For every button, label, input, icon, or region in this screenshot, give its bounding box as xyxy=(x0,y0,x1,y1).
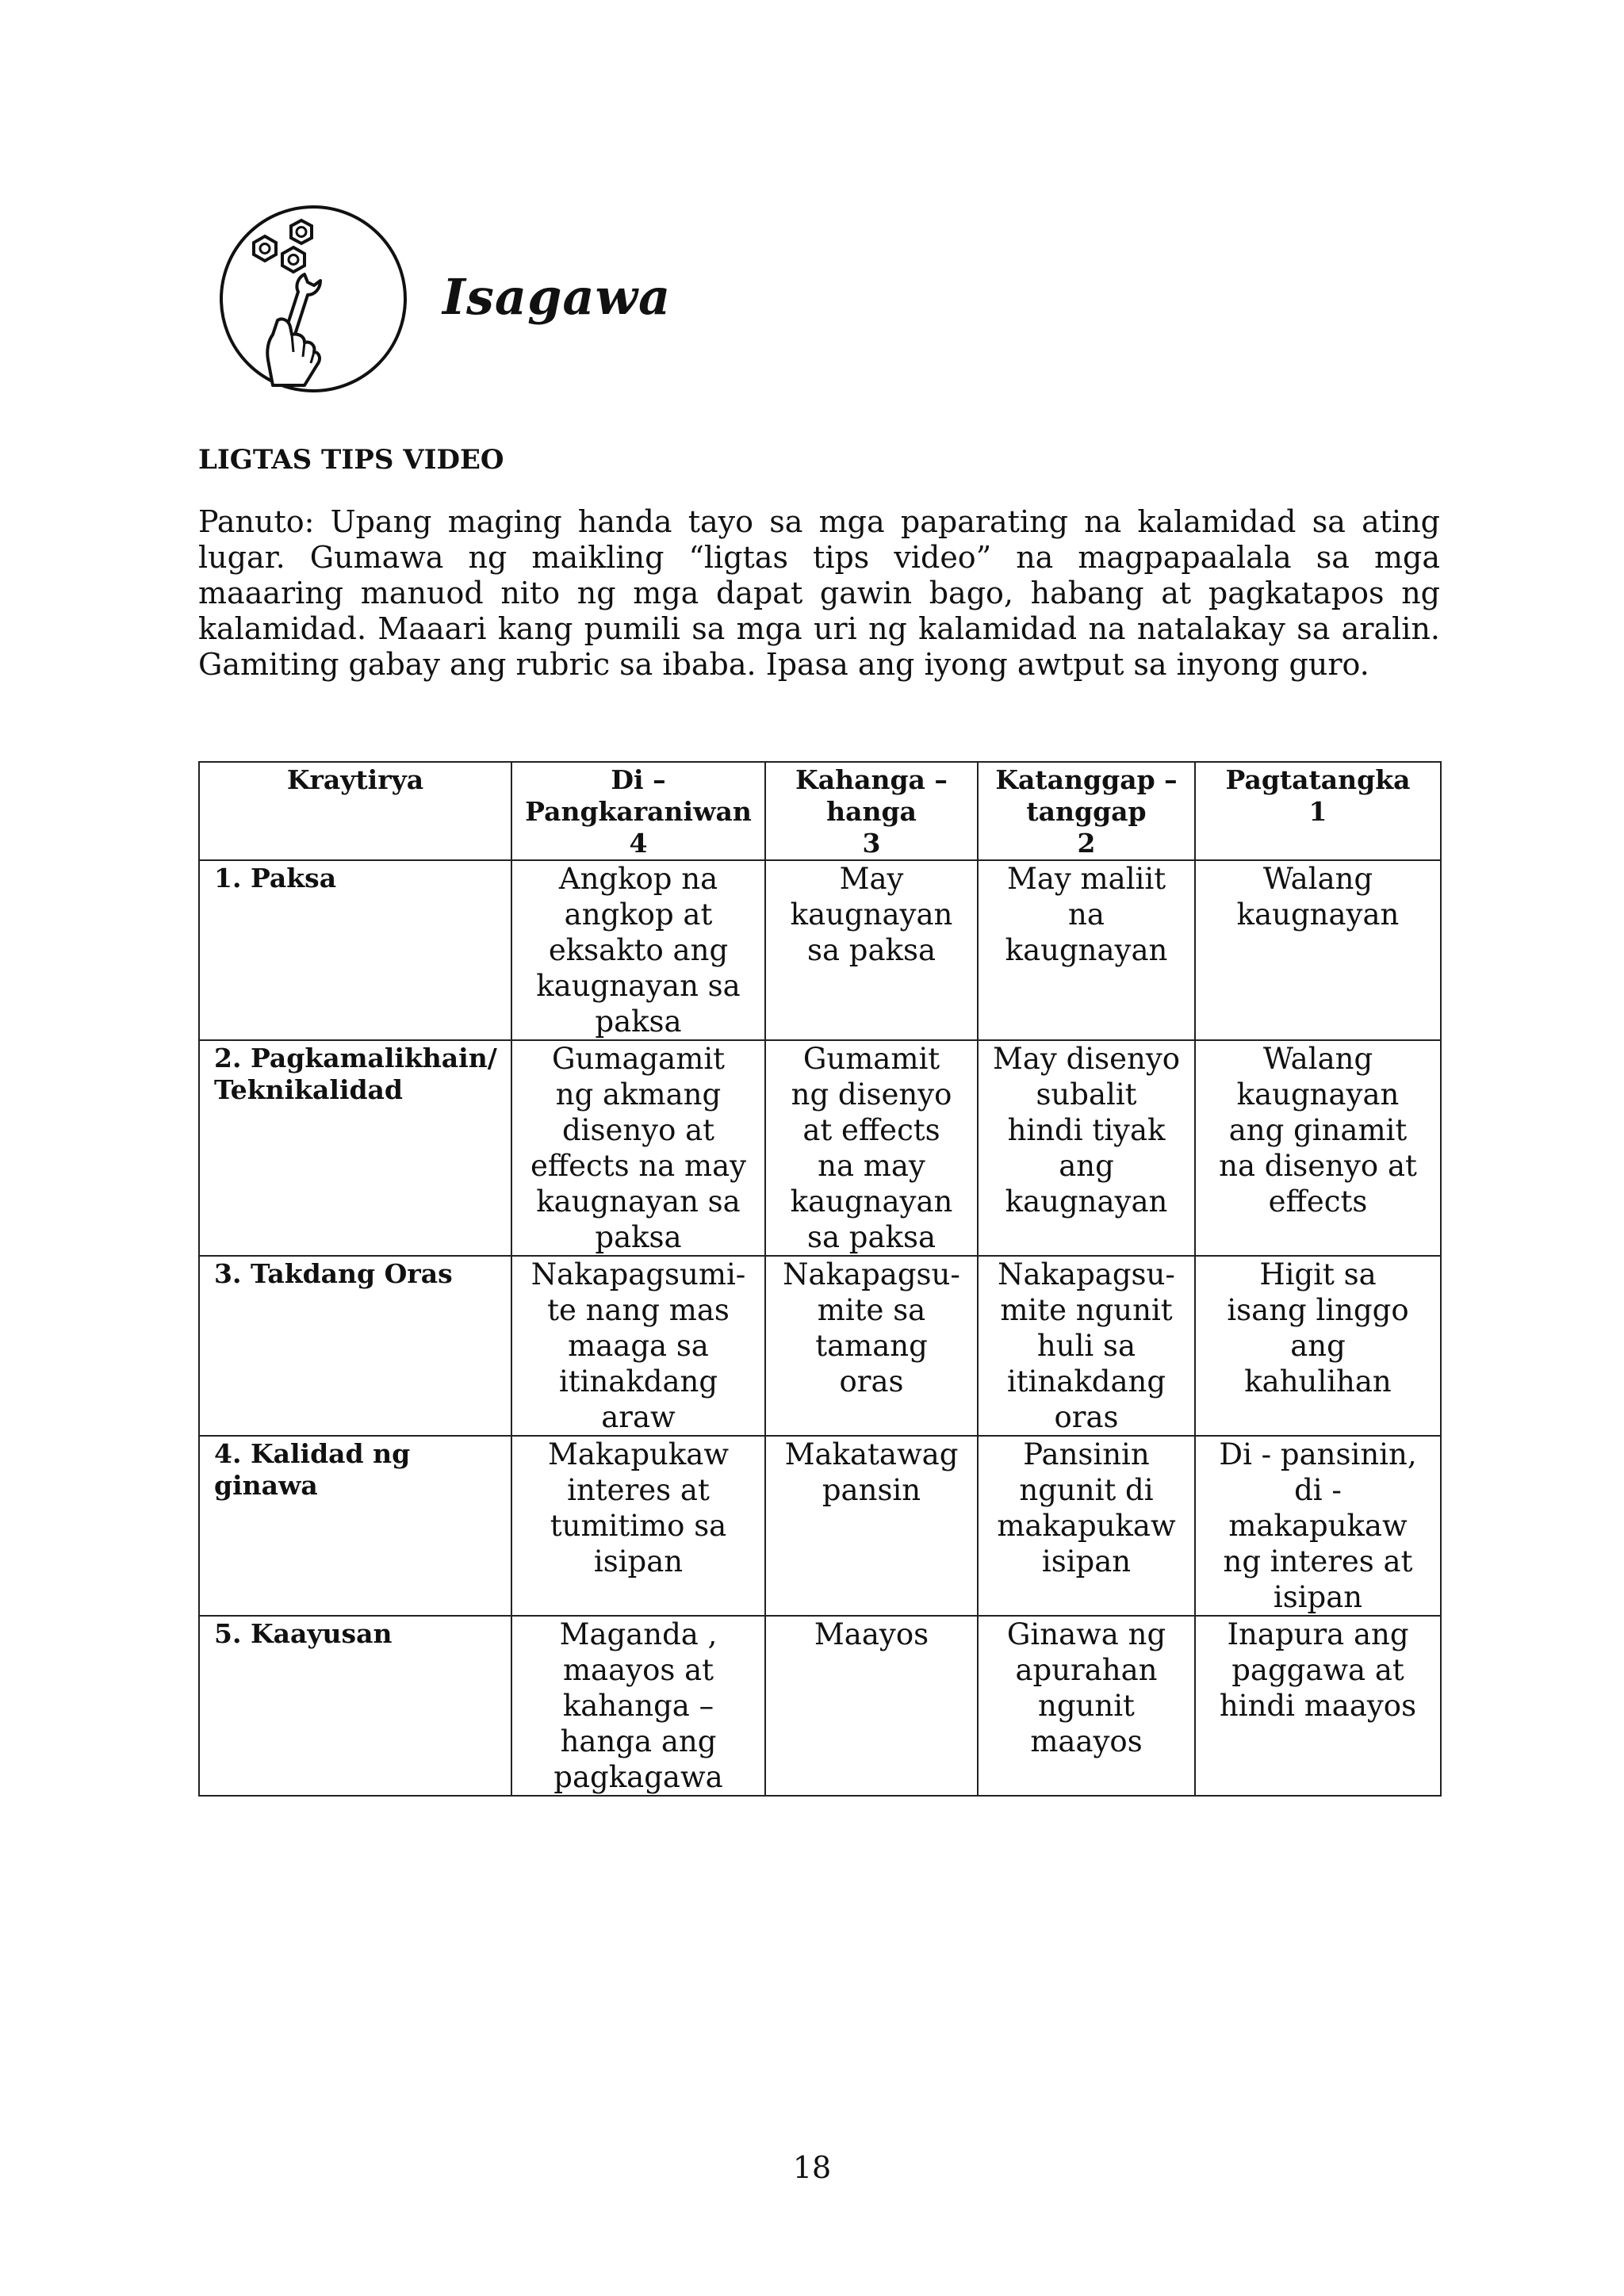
section-title: Isagawa xyxy=(442,268,672,326)
descriptor-cell: Nakapagsumi- te nang mas maaga sa itinakdang araw xyxy=(511,1256,765,1436)
descriptor-cell: Ginawa ng apurahan ngunit maayos xyxy=(978,1616,1195,1796)
descriptor-cell: Gumagamit ng akmang disenyo at effects na may kaugnayan sa paksa xyxy=(511,1040,765,1256)
descriptor-cell: Angkop na angkop at eksakto ang kaugnayan sa paksa xyxy=(511,860,765,1040)
instructions-paragraph: Panuto: Upang maging handa tayo sa mga paparating na kalamidad sa ating lugar. Gumawa ng maikling “ligtas tips video” na magpapaalala sa mga maaaring manuod nito ng mga dapat gawin bago, habang at pagkatapos ng kalamidad. Maaari kang pumili sa mga uri ng kalamidad na natalakay sa aralin. Gamiting gabay ang rubric sa ibaba. Ipasa ang iyong awtput sa inyong guro. xyxy=(198,504,1440,682)
activity-title: LIGTAS TIPS VIDEO xyxy=(198,444,504,476)
table-row xyxy=(199,860,1441,1040)
descriptor-cell: Gumamit ng disenyo at effects na may kaugnayan sa paksa xyxy=(765,1040,978,1256)
descriptor-cell: May kaugnayan sa paksa xyxy=(765,860,978,1040)
descriptor-cell: May maliit na kaugnayan xyxy=(978,860,1195,1040)
descriptor-cell: Walang kaugnayan ang ginamit na disenyo at effects xyxy=(1195,1040,1441,1256)
header-score-3: Kahanga – hanga 3 xyxy=(765,762,978,860)
rubric-table xyxy=(198,761,1442,1797)
wrench-hand-icon xyxy=(216,201,411,396)
descriptor-cell: Higit sa isang linggo ang kahulihan xyxy=(1195,1256,1441,1436)
criterion-cell: 5. Kaayusan xyxy=(199,1616,511,1796)
descriptor-cell: Makatawag pansin xyxy=(765,1436,978,1616)
header-score-4: Di – Pangkaraniwan 4 xyxy=(511,762,765,860)
page-number: 18 xyxy=(792,2150,832,2185)
criterion-cell: 2. Pagkamalikhain/ Teknikalidad xyxy=(199,1040,511,1256)
descriptor-cell: Walang kaugnayan xyxy=(1195,860,1441,1040)
descriptor-cell: Maayos xyxy=(765,1616,978,1796)
header-score-1: Pagtatangka 1 xyxy=(1195,762,1441,860)
descriptor-cell: Inapura ang paggawa at hindi maayos xyxy=(1195,1616,1441,1796)
descriptor-cell: Di - pansinin, di - makapukaw ng interes at isipan xyxy=(1195,1436,1441,1616)
section-header xyxy=(216,201,850,400)
criterion-cell: 3. Takdang Oras xyxy=(199,1256,511,1436)
rubric-header-row xyxy=(199,762,1441,860)
table-row xyxy=(199,1040,1441,1256)
header-score-2: Katanggap – tanggap 2 xyxy=(978,762,1195,860)
table-row xyxy=(199,1616,1441,1796)
criterion-cell: 4. Kalidad ng ginawa xyxy=(199,1436,511,1616)
descriptor-cell: Pansinin ngunit di makapukaw isipan xyxy=(978,1436,1195,1616)
descriptor-cell: Nakapagsu- mite sa tamang oras xyxy=(765,1256,978,1436)
descriptor-cell: Nakapagsu- mite ngunit huli sa itinakdang oras xyxy=(978,1256,1195,1436)
table-row xyxy=(199,1436,1441,1616)
descriptor-cell: Makapukaw interes at tumitimo sa isipan xyxy=(511,1436,765,1616)
criterion-cell: 1. Paksa xyxy=(199,860,511,1040)
descriptor-cell: May disenyo subalit hindi tiyak ang kaugnayan xyxy=(978,1040,1195,1256)
header-criterion: Kraytirya xyxy=(199,762,511,860)
descriptor-cell: Maganda , maayos at kahanga – hanga ang pagkagawa xyxy=(511,1616,765,1796)
table-row xyxy=(199,1256,1441,1436)
